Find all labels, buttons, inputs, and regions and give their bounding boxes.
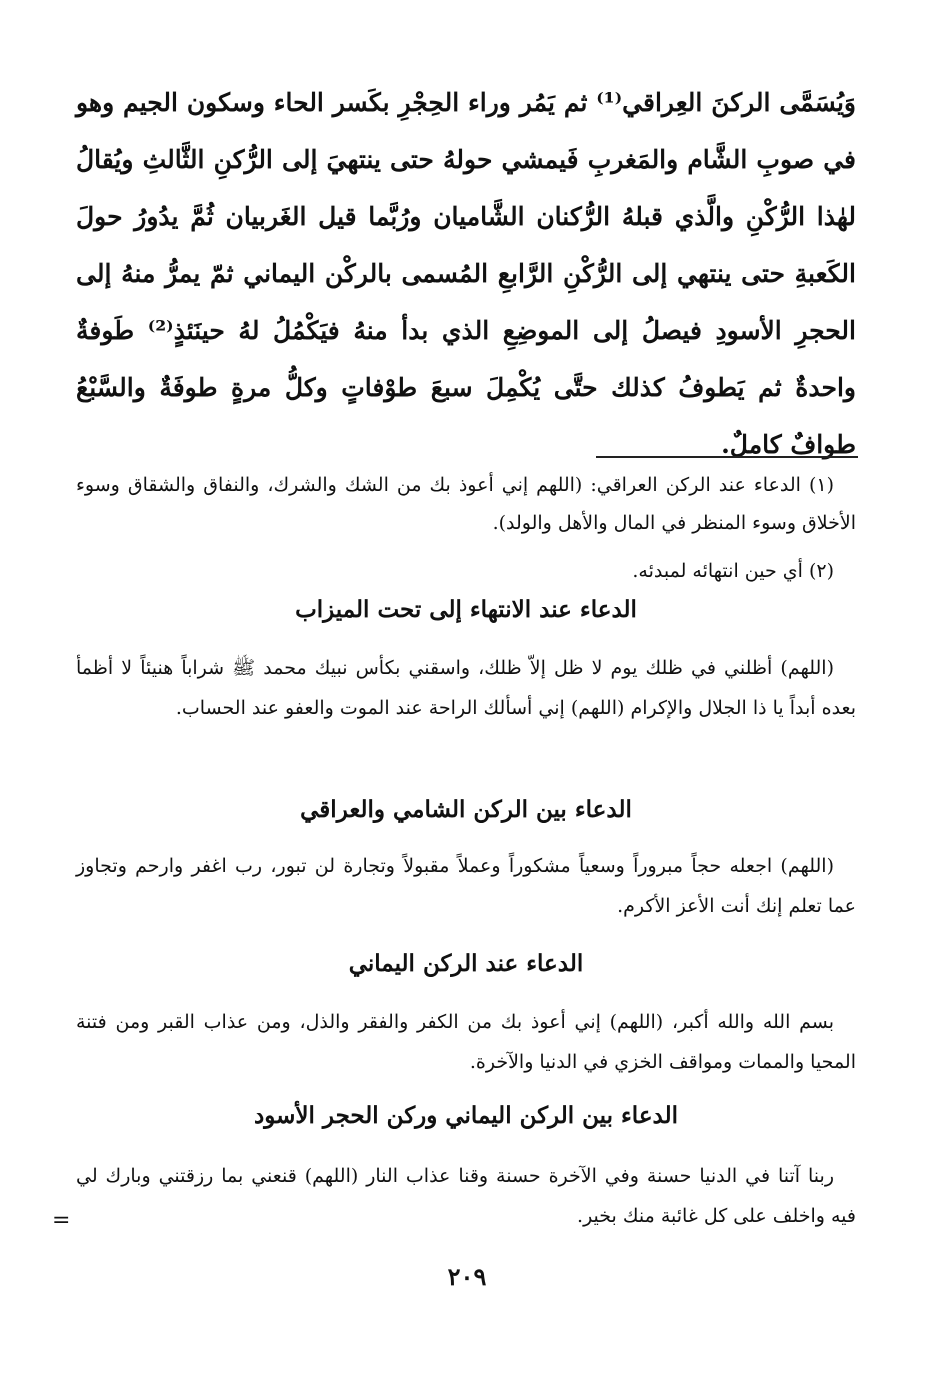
section-text-yamani: بسم الله والله أكبر، (اللهم) إني أعوذ بك من الكفر والفقر والذل، ومن عذاب القبر ومن فتنة المحيا والممات ومواقف الخزي في الدنيا والآخرة. <box>76 1011 856 1073</box>
section-heading-mizab: الدعاء عند الانتهاء إلى تحت الميزاب <box>295 596 637 623</box>
section-heading-shami-iraqi: الدعاء بين الركن الشامي والعراقي <box>300 796 632 823</box>
section-text-yamani-aswad: ربنا آتنا في الدنيا حسنة وفي الآخرة حسنة وقنا عذاب النار (اللهم) قنعني بما رزقتني وبارك لي فيه واخلف على كل غائبة منك بخير. <box>76 1165 856 1227</box>
continuation-mark: = <box>52 1208 71 1233</box>
page-number: ٢٠٩ <box>447 1262 487 1291</box>
section-heading-yamani-aswad: الدعاء بين الركن اليماني وركن الحجر الأسود <box>253 1102 679 1129</box>
section-text-shami-iraqi: (اللهم) اجعله حجاً مبروراً وسعياً مشكوراً وعملاً مقبولاً وتجارة لن تبور، رب اغفر وارحم وتجاوز عما تعلم إنك أنت الأعز الأكرم. <box>76 855 856 917</box>
main-paragraph: وَيُسَمَّى الركنَ العِراقي⁽¹⁾ ثم يَمُر وراء الحِجْرِ بكَسر الحاء وسكون الجيم وهو في صوبِ الشَّام والمَغربِ فَيمشي حولهُ حتى ينتهيَ إلى الرُّكنِ الثَّالثِ ويُقالُ لهٰذا الرُّكْنِ والَّذي قبلهُ الرُّكنان الشَّاميان ورُبَّما قيل الغَربيان ثُمَّ يدُورُ حولَ الكَعبةِ حتى ينتهي إلى الرُّكْنِ الرَّابعِ المُسمى بالركْن اليماني ثمّ يمرُّ منهُ إلى الحجرِ الأسودِ فيصلُ إلى الموضِعِ الذي بدأ منهُ فيَكْمُلُ لهُ حينَئذٍ⁽²⁾ طَوفةٌ واحدةٌ ثم يَطوفُ كذلك حتَّى يُكْمِلَ سبعَ طوْفاتٍ وكلُّ مرةٍ طوفَةٌ والسَّبْعُ طوافٌ كاملٌ. <box>76 88 856 459</box>
section-heading-yamani: الدعاء عند الركن اليماني <box>348 950 584 977</box>
section-text-mizab: (اللهم) أظلني في ظلك يوم لا ظل إلاّ ظلك، واسقني بكأس نبيك محمد ﷺ شراباً هنيئاً لا أظمأ بعده أبداً يا ذا الجلال والإكرام (اللهم) إني أسألك الراحة عند الموت والعفو عند الحساب. <box>76 657 856 719</box>
footnote-divider <box>596 456 858 458</box>
footnote-1: (١) الدعاء عند الركن العراقي: (اللهم إني أعوذ بك من الشك والشرك، والنفاق والشقاق وسوء الأخلاق وسوء المنظر في المال والأهل والولد). <box>76 474 856 534</box>
footnote-2: (٢) أي حين انتهائه لمبدئه. <box>632 560 834 582</box>
